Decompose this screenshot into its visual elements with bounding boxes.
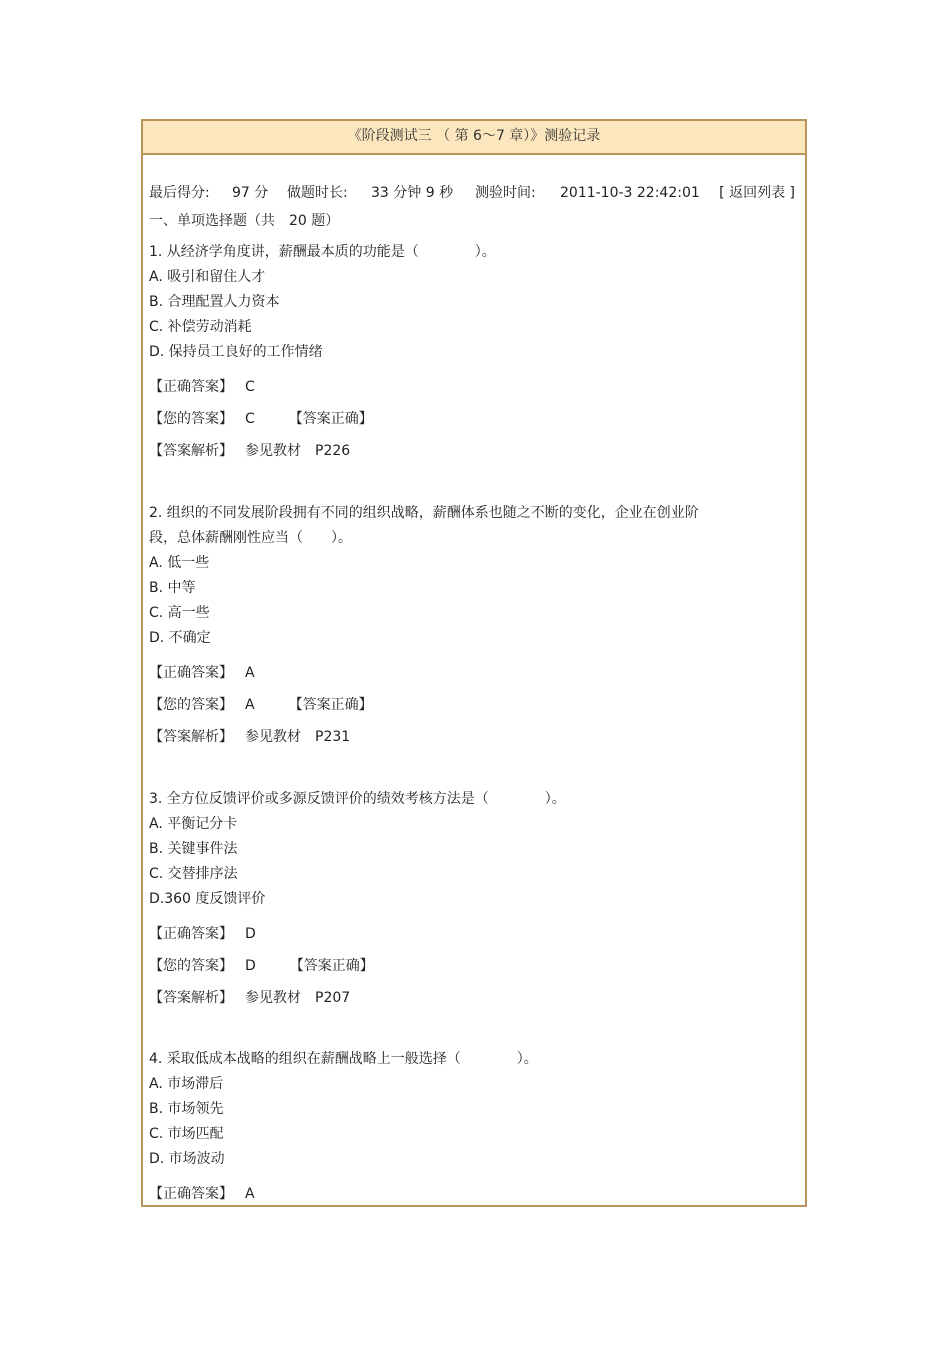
correct-answer-label: 【正确答案】 [149, 665, 233, 681]
correct-answer-row [149, 663, 769, 683]
option-a[interactable]: A. 吸引和留住人才 [149, 269, 266, 285]
option-a[interactable]: A. 低一些 [149, 555, 210, 571]
correct-answer-row [149, 924, 769, 944]
correct-answer-value: C [245, 379, 255, 395]
question-item [149, 240, 769, 461]
correct-answer-label: 【正确答案】 [149, 1186, 233, 1202]
your-answer-value: D [245, 958, 256, 974]
correct-answer-label: 【正确答案】 [149, 379, 233, 395]
analysis-text: 参见教材 P226 [245, 443, 351, 459]
your-answer-row [149, 695, 769, 715]
return-to-list-link[interactable]: [ 返回列表 ] [719, 185, 795, 201]
duration-value: 33 分钟 9 秒 [371, 185, 454, 201]
option-c[interactable]: C. 补偿劳动消耗 [149, 319, 252, 335]
question-stem: 2. 组织的不同发展阶段拥有不同的组织战略，薪酬体系也随之不断的变化，企业在创业阶 [149, 505, 699, 521]
option-b[interactable]: B. 关键事件法 [149, 841, 238, 857]
panel-body [143, 155, 805, 1205]
answer-verdict: 【答案正确】 [289, 958, 374, 974]
question-stem: 3. 全方位反馈评价或多源反馈评价的绩效考核方法是（ ）。 [149, 791, 566, 807]
score-label: 最后得分: [149, 185, 210, 201]
option-b[interactable]: B. 中等 [149, 580, 196, 596]
your-answer-label: 【您的答案】 [149, 958, 233, 974]
option-c[interactable]: C. 高一些 [149, 605, 210, 621]
question-stem-continued: 段，总体薪酬刚性应当（ ）。 [149, 530, 352, 546]
option-d[interactable]: D. 不确定 [149, 630, 211, 646]
your-answer-label: 【您的答案】 [149, 411, 233, 427]
panel-title: 《阶段测试三 （ 第 6～7 章）》测验记录 [143, 121, 805, 155]
analysis-text: 参见教材 P231 [245, 729, 351, 745]
question-item [149, 1047, 769, 1204]
correct-answer-value: A [245, 1186, 255, 1202]
score-value: 97 分 [232, 185, 269, 201]
quiz-record-panel [141, 119, 807, 1207]
duration-label: 做题时长: [287, 185, 348, 201]
time-value: 2011-10-3 22:42:01 [560, 185, 700, 201]
analysis-row [149, 441, 769, 461]
question-item [149, 501, 769, 747]
summary-bar [149, 183, 799, 203]
analysis-text: 参见教材 P207 [245, 990, 351, 1006]
your-answer-label: 【您的答案】 [149, 697, 233, 713]
your-answer-value: A [245, 697, 255, 713]
analysis-label: 【答案解析】 [149, 729, 233, 745]
time-label: 测验时间: [475, 185, 536, 201]
option-d[interactable]: D. 市场波动 [149, 1151, 225, 1167]
your-answer-row [149, 409, 769, 429]
analysis-label: 【答案解析】 [149, 443, 233, 459]
analysis-label: 【答案解析】 [149, 990, 233, 1006]
option-b[interactable]: B. 市场领先 [149, 1101, 224, 1117]
correct-answer-value: A [245, 665, 255, 681]
option-d[interactable]: D. 保持员工良好的工作情绪 [149, 344, 323, 360]
correct-answer-label: 【正确答案】 [149, 926, 233, 942]
question-stem: 4. 采取低成本战略的组织在薪酬战略上一般选择（ ）。 [149, 1051, 538, 1067]
question-item [149, 787, 769, 1008]
answer-verdict: 【答案正确】 [288, 697, 373, 713]
option-a[interactable]: A. 市场滞后 [149, 1076, 224, 1092]
correct-answer-row [149, 377, 769, 397]
section-title: 一、单项选择题（共 20 题） [149, 213, 340, 229]
analysis-row [149, 727, 769, 747]
analysis-row [149, 988, 769, 1008]
correct-answer-row [149, 1184, 769, 1204]
your-answer-value: C [245, 411, 255, 427]
question-stem: 1. 从经济学角度讲，薪酬最本质的功能是（ ）。 [149, 244, 496, 260]
option-b[interactable]: B. 合理配置人力资本 [149, 294, 280, 310]
answer-verdict: 【答案正确】 [288, 411, 373, 427]
option-d[interactable]: D.360 度反馈评价 [149, 891, 266, 907]
your-answer-row [149, 956, 769, 976]
option-a[interactable]: A. 平衡记分卡 [149, 816, 238, 832]
correct-answer-value: D [245, 926, 256, 942]
option-c[interactable]: C. 交替排序法 [149, 866, 238, 882]
option-c[interactable]: C. 市场匹配 [149, 1126, 224, 1142]
